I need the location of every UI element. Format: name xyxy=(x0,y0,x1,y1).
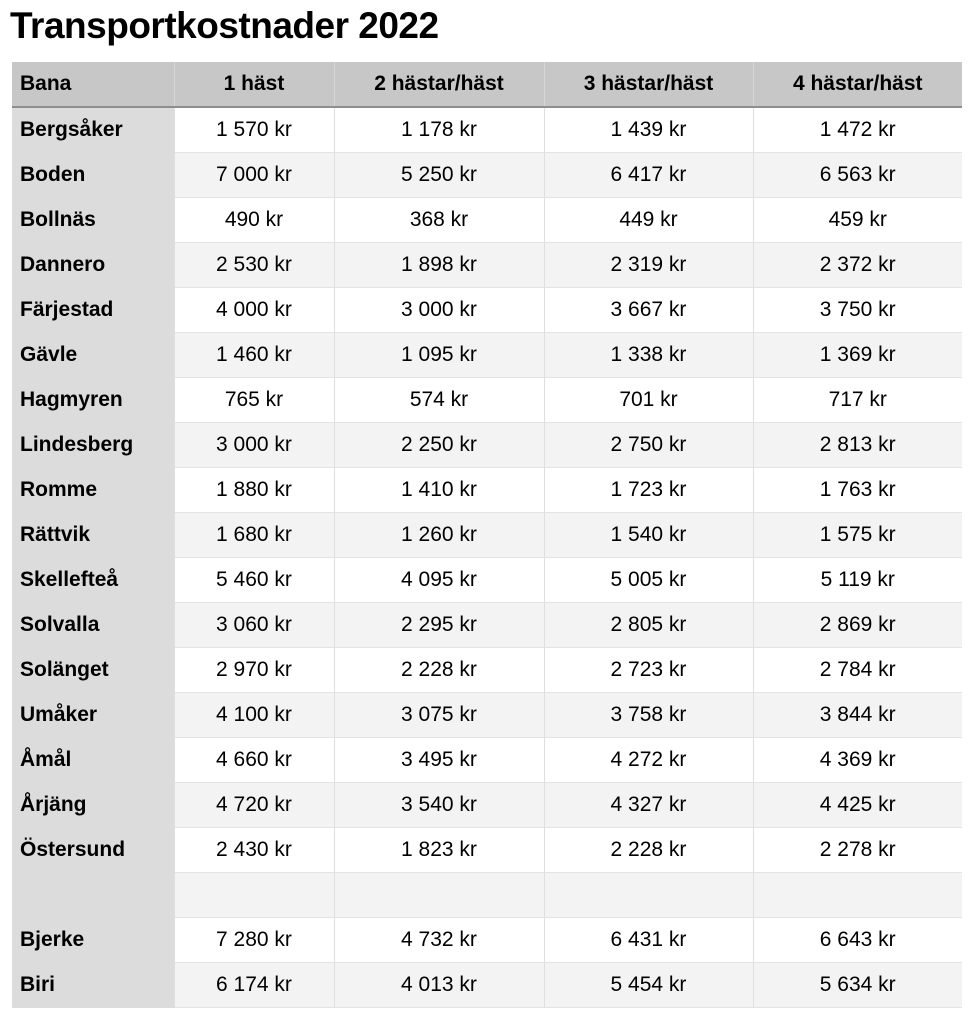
page-title: Transportkostnader 2022 xyxy=(10,5,439,46)
cost-cell: 4 327 kr xyxy=(544,783,753,828)
table-row xyxy=(12,513,962,558)
cost-cell: 5 634 kr xyxy=(753,963,962,1008)
cost-cell: 2 295 kr xyxy=(334,603,544,648)
cost-cell: 1 575 kr xyxy=(753,513,962,558)
row-header-track-name: Skellefteå xyxy=(12,558,174,603)
cost-cell: 4 000 kr xyxy=(174,288,334,333)
cost-cell: 5 454 kr xyxy=(544,963,753,1008)
cost-cell: 2 278 kr xyxy=(753,828,962,873)
cost-cell: 3 060 kr xyxy=(174,603,334,648)
cost-cell: 6 417 kr xyxy=(544,153,753,198)
cost-cell: 4 100 kr xyxy=(174,693,334,738)
row-header-track-name xyxy=(12,873,174,918)
cost-cell: 4 095 kr xyxy=(334,558,544,603)
cost-cell: 3 000 kr xyxy=(174,423,334,468)
cost-cell: 1 540 kr xyxy=(544,513,753,558)
cost-cell: 6 431 kr xyxy=(544,918,753,963)
cost-cell: 3 750 kr xyxy=(753,288,962,333)
cost-cell: 717 kr xyxy=(753,378,962,423)
row-header-track-name: Umåker xyxy=(12,693,174,738)
cost-cell: 4 425 kr xyxy=(753,783,962,828)
cost-cell: 6 174 kr xyxy=(174,963,334,1008)
row-header-track-name: Åmål xyxy=(12,738,174,783)
table-body xyxy=(12,107,962,1008)
cost-cell: 2 250 kr xyxy=(334,423,544,468)
cost-cell xyxy=(174,873,334,918)
cost-cell: 6 643 kr xyxy=(753,918,962,963)
cost-cell: 2 430 kr xyxy=(174,828,334,873)
cost-cell: 1 472 kr xyxy=(753,107,962,153)
cost-cell: 2 228 kr xyxy=(334,648,544,693)
cost-cell: 6 563 kr xyxy=(753,153,962,198)
table-row xyxy=(12,153,962,198)
cost-cell: 7 000 kr xyxy=(174,153,334,198)
cost-cell xyxy=(334,873,544,918)
cost-cell: 4 013 kr xyxy=(334,963,544,1008)
row-header-track-name: Lindesberg xyxy=(12,423,174,468)
cost-cell: 2 784 kr xyxy=(753,648,962,693)
cost-cell: 4 720 kr xyxy=(174,783,334,828)
row-header-track-name: Romme xyxy=(12,468,174,513)
cost-cell: 4 732 kr xyxy=(334,918,544,963)
table-row xyxy=(12,783,962,828)
table-row xyxy=(12,468,962,513)
cost-cell: 3 667 kr xyxy=(544,288,753,333)
cost-cell: 1 369 kr xyxy=(753,333,962,378)
transport-cost-table xyxy=(12,62,962,1008)
cost-cell: 1 680 kr xyxy=(174,513,334,558)
table-row xyxy=(12,243,962,288)
column-header-cost-4: 4 hästar/häst xyxy=(753,62,962,107)
cost-cell: 1 410 kr xyxy=(334,468,544,513)
cost-cell: 5 250 kr xyxy=(334,153,544,198)
cost-cell: 2 869 kr xyxy=(753,603,962,648)
cost-cell: 3 758 kr xyxy=(544,693,753,738)
cost-cell: 4 660 kr xyxy=(174,738,334,783)
cost-cell: 5 005 kr xyxy=(544,558,753,603)
cost-cell: 5 460 kr xyxy=(174,558,334,603)
column-header-cost-1: 1 häst xyxy=(174,62,334,107)
cost-cell: 2 372 kr xyxy=(753,243,962,288)
column-header-cost-3: 3 hästar/häst xyxy=(544,62,753,107)
table-row xyxy=(12,107,962,153)
row-header-track-name: Färjestad xyxy=(12,288,174,333)
table-header xyxy=(12,62,962,107)
row-header-track-name: Bergsåker xyxy=(12,107,174,153)
cost-cell: 3 844 kr xyxy=(753,693,962,738)
cost-cell: 574 kr xyxy=(334,378,544,423)
cost-cell: 1 723 kr xyxy=(544,468,753,513)
cost-cell: 1 439 kr xyxy=(544,107,753,153)
cost-cell: 1 763 kr xyxy=(753,468,962,513)
row-header-track-name: Bjerke xyxy=(12,918,174,963)
table-row xyxy=(12,288,962,333)
row-header-track-name: Rättvik xyxy=(12,513,174,558)
table-row xyxy=(12,738,962,783)
cost-cell: 1 570 kr xyxy=(174,107,334,153)
cost-cell: 4 369 kr xyxy=(753,738,962,783)
table-row xyxy=(12,558,962,603)
row-header-track-name: Gävle xyxy=(12,333,174,378)
table-row xyxy=(12,648,962,693)
row-header-track-name: Solvalla xyxy=(12,603,174,648)
cost-cell: 2 970 kr xyxy=(174,648,334,693)
cost-cell xyxy=(544,873,753,918)
cost-cell: 5 119 kr xyxy=(753,558,962,603)
cost-cell: 490 kr xyxy=(174,198,334,243)
cost-cell: 1 460 kr xyxy=(174,333,334,378)
cost-cell: 1 823 kr xyxy=(334,828,544,873)
table-row xyxy=(12,918,962,963)
cost-cell: 1 178 kr xyxy=(334,107,544,153)
cost-cell: 3 075 kr xyxy=(334,693,544,738)
cost-cell: 4 272 kr xyxy=(544,738,753,783)
row-header-track-name: Dannero xyxy=(12,243,174,288)
cost-cell: 2 750 kr xyxy=(544,423,753,468)
column-header-cost-2: 2 hästar/häst xyxy=(334,62,544,107)
table-row xyxy=(12,963,962,1008)
cost-cell: 459 kr xyxy=(753,198,962,243)
cost-cell: 765 kr xyxy=(174,378,334,423)
cost-cell: 1 095 kr xyxy=(334,333,544,378)
cost-cell: 1 260 kr xyxy=(334,513,544,558)
cost-cell: 2 530 kr xyxy=(174,243,334,288)
cost-cell: 2 228 kr xyxy=(544,828,753,873)
row-header-track-name: Solänget xyxy=(12,648,174,693)
cost-cell: 3 495 kr xyxy=(334,738,544,783)
table-row xyxy=(12,198,962,243)
cost-cell: 449 kr xyxy=(544,198,753,243)
cost-cell: 2 805 kr xyxy=(544,603,753,648)
cost-cell: 2 723 kr xyxy=(544,648,753,693)
table-row xyxy=(12,693,962,738)
cost-cell: 1 338 kr xyxy=(544,333,753,378)
table-row xyxy=(12,333,962,378)
row-header-track-name: Boden xyxy=(12,153,174,198)
cost-cell xyxy=(753,873,962,918)
table-row xyxy=(12,873,962,918)
row-header-track-name: Bollnäs xyxy=(12,198,174,243)
cost-cell: 1 898 kr xyxy=(334,243,544,288)
cost-cell: 2 813 kr xyxy=(753,423,962,468)
cost-cell: 2 319 kr xyxy=(544,243,753,288)
table-row xyxy=(12,423,962,468)
header-row xyxy=(12,62,962,107)
row-header-track-name: Biri xyxy=(12,963,174,1008)
row-header-track-name: Östersund xyxy=(12,828,174,873)
table-row xyxy=(12,828,962,873)
column-header-track: Bana xyxy=(12,62,174,107)
table-row xyxy=(12,603,962,648)
cost-cell: 1 880 kr xyxy=(174,468,334,513)
row-header-track-name: Årjäng xyxy=(12,783,174,828)
cost-cell: 3 000 kr xyxy=(334,288,544,333)
row-header-track-name: Hagmyren xyxy=(12,378,174,423)
cost-cell: 7 280 kr xyxy=(174,918,334,963)
cost-cell: 3 540 kr xyxy=(334,783,544,828)
table-row xyxy=(12,378,962,423)
cost-cell: 368 kr xyxy=(334,198,544,243)
cost-cell: 701 kr xyxy=(544,378,753,423)
